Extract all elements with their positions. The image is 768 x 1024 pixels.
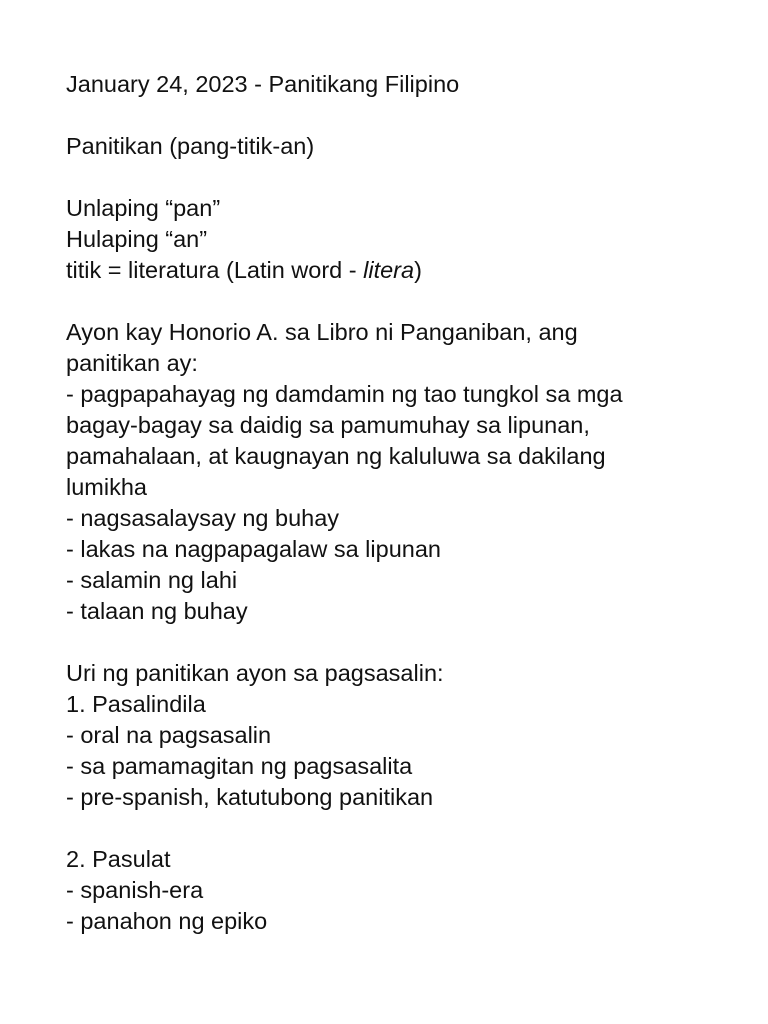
spacer: [66, 286, 756, 317]
meaning-point: bagay-bagay sa daidig sa pamumuhay sa lipunan,: [66, 412, 590, 438]
root-line: [66, 255, 756, 286]
meaning-intro-line: panitikan ay:: [66, 350, 198, 376]
meaning-point: - talaan ng buhay: [66, 598, 248, 624]
meaning-point: lumikha: [66, 474, 147, 500]
meaning-point: - pagpapahayag ng damdamin ng tao tungkol sa mga: [66, 381, 623, 407]
meaning-point: - lakas na nagpapagalaw sa lipunan: [66, 536, 441, 562]
spacer: [66, 627, 756, 658]
latin-word: litera: [363, 257, 415, 283]
document-title: January 24, 2023 - Panitikang Filipino: [66, 71, 460, 97]
meaning-section: [66, 317, 756, 627]
types-heading: Uri ng panitikan ayon sa pagsasalin:: [66, 660, 444, 686]
prefix-line: Unlaping “pan”: [66, 195, 221, 221]
type-oral-title: 1. Pasalindila: [66, 691, 206, 717]
root-line-prefix: titik = literatura (Latin word -: [66, 257, 364, 283]
document-page: [66, 69, 756, 937]
type-written-title: 2. Pasulat: [66, 846, 171, 872]
type-written-point: - panahon ng epiko: [66, 908, 268, 934]
spacer: [66, 100, 756, 131]
type-written-point: - spanish-era: [66, 877, 204, 903]
type-oral-point: - oral na pagsasalin: [66, 722, 272, 748]
meaning-intro-line: Ayon kay Honorio A. sa Libro ni Panganiban, ang: [66, 319, 578, 345]
meaning-point: - nagsasalaysay ng buhay: [66, 505, 340, 531]
meaning-point: pamahalaan, at kaugnayan ng kaluluwa sa dakilang: [66, 443, 606, 469]
types-section: [66, 658, 756, 937]
spacer: [66, 162, 756, 193]
type-oral-point: - sa pamamagitan ng pagsasalita: [66, 753, 413, 779]
definition-term: Panitikan (pang-titik-an): [66, 133, 315, 159]
root-line-suffix: ): [414, 257, 422, 283]
suffix-line: Hulaping “an”: [66, 226, 208, 252]
type-oral-point: - pre-spanish, katutubong panitikan: [66, 784, 434, 810]
etymology-section: [66, 193, 756, 286]
meaning-point: - salamin ng lahi: [66, 567, 238, 593]
spacer: [66, 813, 756, 844]
